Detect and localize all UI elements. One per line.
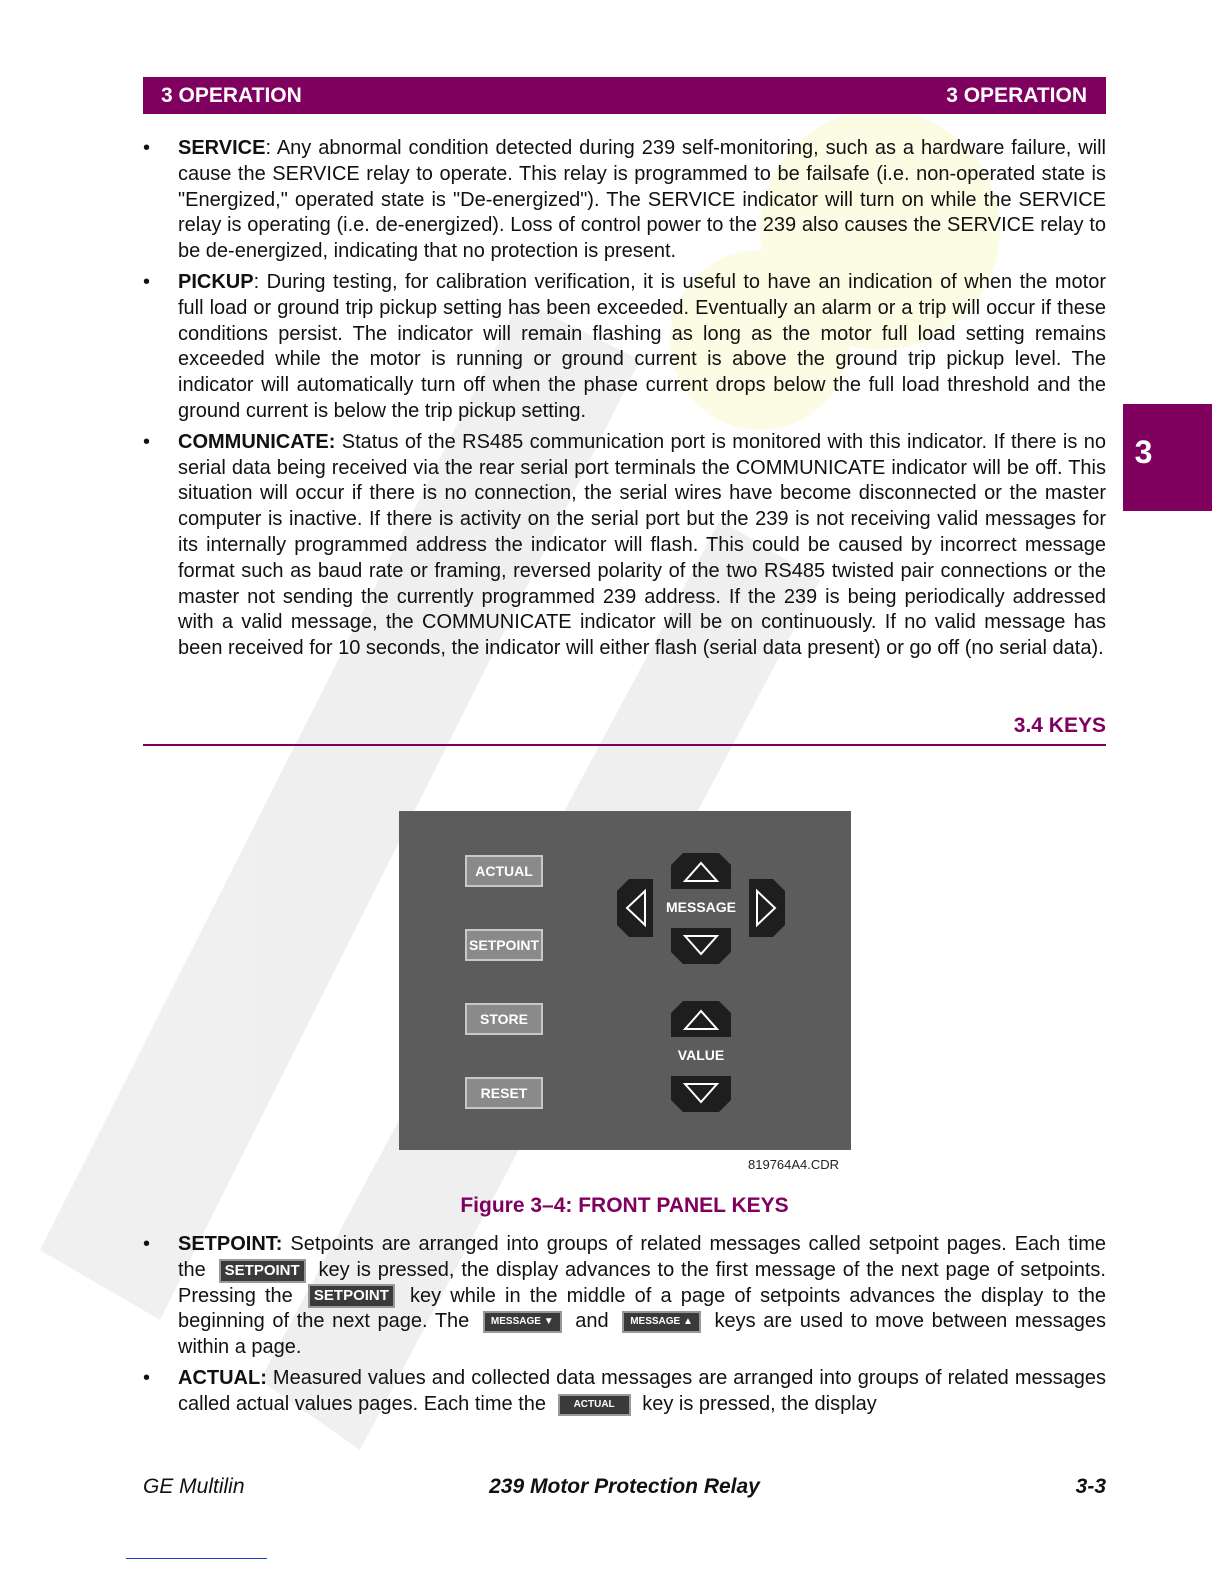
footer-title: 239 Motor Protection Relay — [489, 1475, 760, 1498]
description: : Any abnormal condition detected during 239 self-monitoring, such as a hardware failure, will cause the SERVICE relay to operate. This relay is programmed to be failsafe (i.e. non-operated state is "Energized," operated state is "De-energized"). The SERVICE indicator will turn on while the SERVICE relay is operating (i.e. de-energized). Loss of control power to the 239 also causes the SERVICE relay to be de-energized, indicating that no protection is present. — [178, 137, 1106, 263]
chapter-tab: 3 — [1123, 404, 1212, 511]
front-panel-figure — [399, 811, 851, 1150]
store-key: STORE — [465, 1003, 543, 1035]
setpoint-key-inline: SETPOINT — [308, 1284, 395, 1308]
page-header — [143, 77, 1106, 114]
text: and — [575, 1310, 609, 1333]
message-right-icon — [749, 879, 785, 937]
text: keys are used to move between messages within a page. — [178, 1310, 1106, 1359]
list-item — [143, 136, 1106, 265]
setpoint-key: SETPOINT — [465, 929, 543, 961]
message-label: MESSAGE — [665, 899, 736, 915]
actual-key: ACTUAL — [465, 855, 543, 887]
term: PICKUP — [178, 270, 254, 293]
message-down-key-inline: MESSAGE ▼ — [483, 1311, 562, 1333]
setpoint-key-inline: SETPOINT — [219, 1259, 306, 1283]
text: Setpoints are arranged into groups of related messages called setpoint pages. Each time the — [178, 1233, 1106, 1281]
reset-key: RESET — [465, 1077, 543, 1109]
header-left: 3 OPERATION — [161, 83, 302, 107]
term: COMMUNICATE: — [178, 430, 336, 453]
list-item — [143, 270, 1106, 425]
header-right: 3 OPERATION — [946, 83, 1087, 107]
term: SERVICE — [178, 137, 266, 159]
value-up-icon — [671, 1001, 731, 1037]
footer-page-number: 3-3 — [1075, 1475, 1106, 1498]
message-up-icon — [671, 853, 731, 889]
message-down-icon — [671, 928, 731, 964]
actual-key-inline: ACTUAL — [558, 1394, 631, 1416]
term: ACTUAL: — [178, 1366, 267, 1389]
text: key is pressed, the display advances to the first message of the next page of setpoints. Pressing the — [178, 1258, 1106, 1307]
description: : During testing, for calibration verification, it is useful to have an indication of when the motor full load or ground trip pickup setting has been exceeded. Eventually an alarm or a trip will occur if these conditions persist. The indicator will remain flashing as long as the motor full load setting remains exceeded while the motor is running or ground current is above the ground trip pickup level. The indicator will automatically turn off when the phase current drops below the full load threshold and the ground current is below the trip pickup setting. — [178, 270, 1106, 422]
value-down-icon — [671, 1076, 731, 1112]
message-left-icon — [617, 879, 653, 937]
figure-code: 819764A4.CDR — [748, 1157, 840, 1172]
indicator-list — [143, 136, 1106, 667]
message-up-key-inline: MESSAGE ▲ — [622, 1311, 701, 1333]
text: Measured values and collected data messages are arranged into groups of related messages called actual values pages. Each time the — [178, 1366, 1106, 1415]
footer-company: GE Multilin — [143, 1475, 245, 1498]
link-underline — [126, 1558, 267, 1559]
description: Status of the RS485 communication port is monitored with this indicator. If there is no serial data being received via the rear serial port terminals the COMMUNICATE indicator will be off. This situation will occur if there is no connection, the serial wires have become disconnected or the master computer is inactive. If there is activity on the serial port but the 239 is not receiving valid messages for its internally programmed address the indicator will flash. This could be caused by incorrect message format such as baud rate or framing, reversed polarity of the two RS485 twisted pair connections or the master not sending the currently programmed 239 address. If the 239 is being periodically addressed with a valid message, the COMMUNICATE indicator will be on continuously. If no valid message has been received for 10 seconds, the indicator will either flash (serial data present) or go off (no serial data). — [178, 430, 1106, 660]
value-label: VALUE — [677, 1047, 725, 1063]
text: key while in the middle of a page of setpoints advances the display to the beginning of the next page. The — [178, 1284, 1107, 1333]
section-title: 3.4 KEYS — [143, 714, 1106, 746]
list-item — [143, 1232, 1106, 1361]
key-list — [143, 1232, 1106, 1423]
term: SETPOINT: — [178, 1233, 283, 1255]
text: key is pressed, the display — [642, 1392, 877, 1415]
list-item — [143, 430, 1106, 662]
list-item — [143, 1366, 1106, 1418]
figure-caption: Figure 3–4: FRONT PANEL KEYS — [460, 1194, 789, 1217]
